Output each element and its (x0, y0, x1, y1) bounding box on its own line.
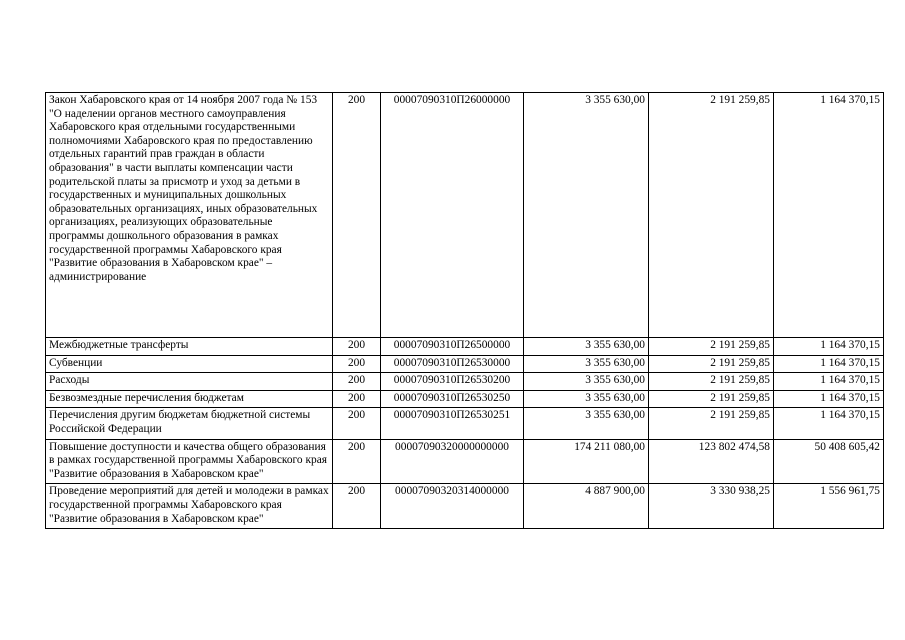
executed-amount: 2 191 259,85 (649, 373, 774, 391)
line-code: 200 (333, 93, 381, 338)
expense-name: Расходы (46, 373, 333, 391)
unexecuted-amount: 1 164 370,15 (774, 408, 884, 439)
executed-amount: 123 802 474,58 (649, 439, 774, 484)
approved-amount: 3 355 630,00 (524, 390, 649, 408)
approved-amount: 3 355 630,00 (524, 338, 649, 356)
table-row (46, 390, 884, 408)
expense-name: Субвенции (46, 355, 333, 373)
approved-amount: 3 355 630,00 (524, 408, 649, 439)
expense-name: Безвозмездные перечисления бюджетам (46, 390, 333, 408)
budget-classification-code: 00007090310П26530251 (381, 408, 524, 439)
budget-classification-code: 00007090310П26000000 (381, 93, 524, 338)
line-code: 200 (333, 408, 381, 439)
budget-classification-code: 00007090320314000000 (381, 484, 524, 529)
expense-name: Перечисления другим бюджетам бюджетной системы Российской Федерации (46, 408, 333, 439)
table-row (46, 355, 884, 373)
table-row (46, 484, 884, 529)
expense-name: Межбюджетные трансферты (46, 338, 333, 356)
approved-amount: 3 355 630,00 (524, 355, 649, 373)
unexecuted-amount: 1 164 370,15 (774, 373, 884, 391)
table-row (46, 338, 884, 356)
budget-classification-code: 00007090320000000000 (381, 439, 524, 484)
unexecuted-amount: 1 164 370,15 (774, 390, 884, 408)
budget-classification-code: 00007090310П26530000 (381, 355, 524, 373)
budget-classification-code: 00007090310П26500000 (381, 338, 524, 356)
unexecuted-amount: 50 408 605,42 (774, 439, 884, 484)
budget-classification-code: 00007090310П26530200 (381, 373, 524, 391)
expense-name: Проведение мероприятий для детей и молодежи в рамках государственной программы Хабаровского края "Развитие образования в Хабаровском крае" (46, 484, 333, 529)
executed-amount: 2 191 259,85 (649, 338, 774, 356)
expense-name: Повышение доступности и качества общего образования в рамках государственной программы Хабаровского края "Развитие образования в Хабаровском крае" (46, 439, 333, 484)
line-code: 200 (333, 439, 381, 484)
executed-amount: 2 191 259,85 (649, 93, 774, 338)
line-code: 200 (333, 390, 381, 408)
executed-amount: 2 191 259,85 (649, 390, 774, 408)
table-row (46, 408, 884, 439)
unexecuted-amount: 1 164 370,15 (774, 93, 884, 338)
line-code: 200 (333, 373, 381, 391)
budget-classification-code: 00007090310П26530250 (381, 390, 524, 408)
approved-amount: 3 355 630,00 (524, 93, 649, 338)
expense-name: Закон Хабаровского края от 14 ноября 2007 года № 153 "О наделении органов местного самоуправления Хабаровского края отдельными государственными полномочиями Хабаровского края по предоставлению отдельных гарантий прав граждан в области образования" в части выплаты компенсации части родительской платы за присмотр и уход за детьми в государственных и муниципальных дошкольных образовательных организациях, иных образовательных организациях, реализующих образовательные программы дошкольного образования в рамках государственной программы Хабаровского края "Развитие образования в Хабаровском крае" – администрирование (46, 93, 333, 338)
unexecuted-amount: 1 164 370,15 (774, 338, 884, 356)
approved-amount: 3 355 630,00 (524, 373, 649, 391)
executed-amount: 3 330 938,25 (649, 484, 774, 529)
budget-execution-table (45, 92, 884, 529)
approved-amount: 174 211 080,00 (524, 439, 649, 484)
line-code: 200 (333, 355, 381, 373)
executed-amount: 2 191 259,85 (649, 408, 774, 439)
unexecuted-amount: 1 164 370,15 (774, 355, 884, 373)
table-row (46, 93, 884, 338)
executed-amount: 2 191 259,85 (649, 355, 774, 373)
table-row (46, 373, 884, 391)
approved-amount: 4 887 900,00 (524, 484, 649, 529)
line-code: 200 (333, 338, 381, 356)
unexecuted-amount: 1 556 961,75 (774, 484, 884, 529)
table-row (46, 439, 884, 484)
line-code: 200 (333, 484, 381, 529)
